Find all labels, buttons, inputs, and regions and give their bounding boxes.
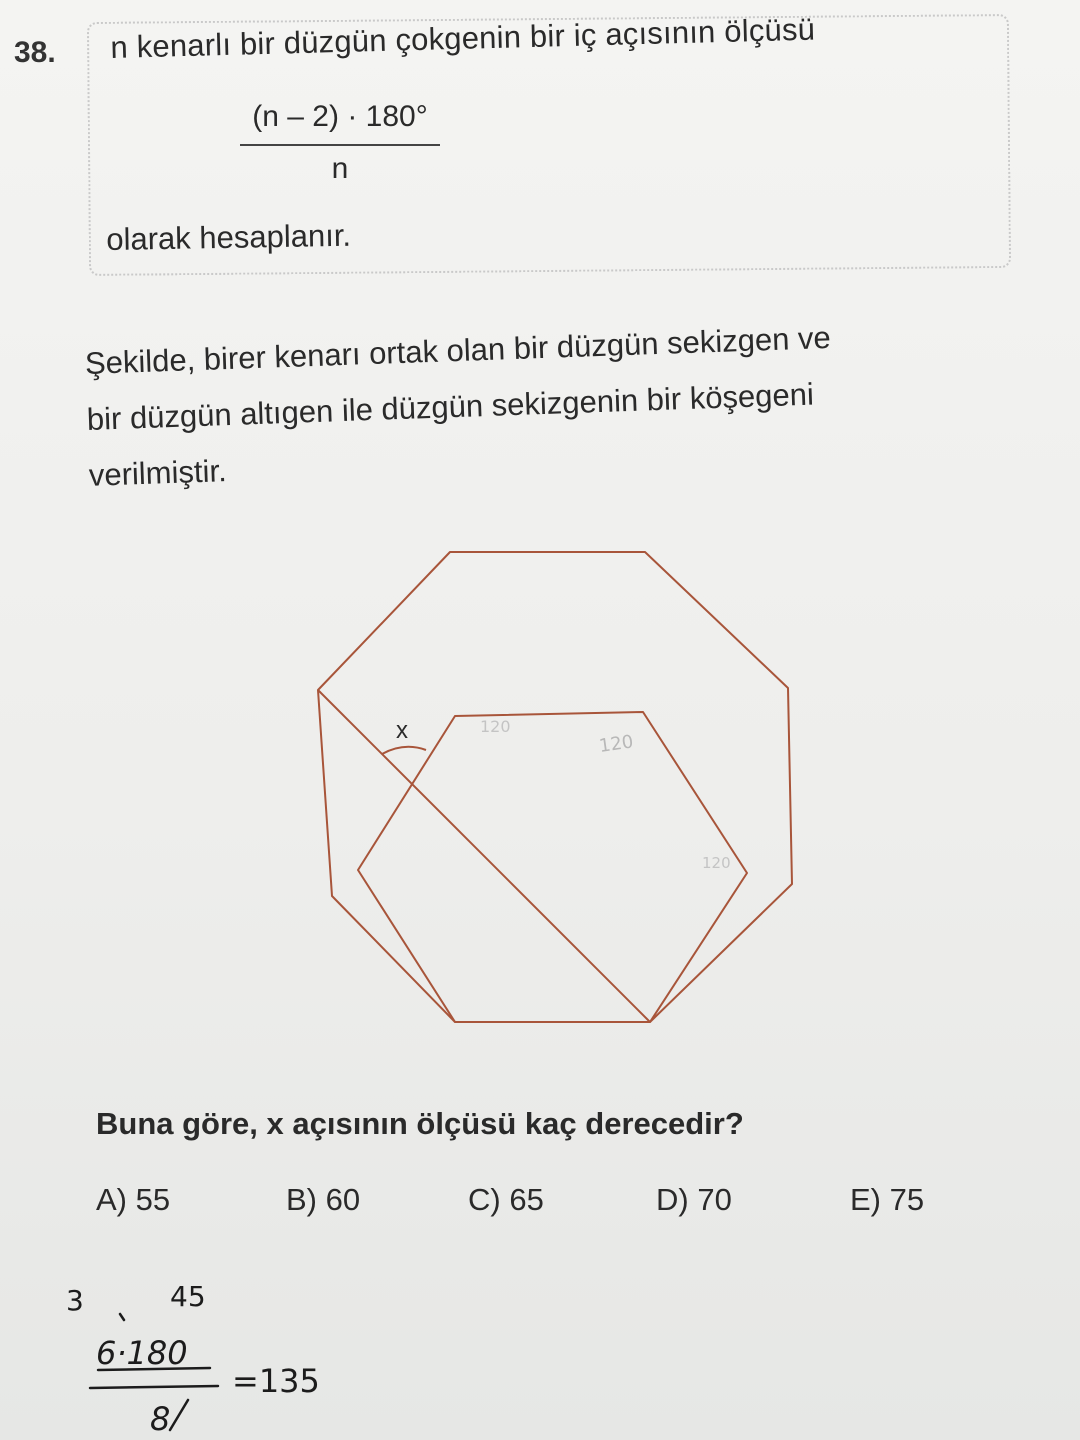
stem-line-1: Şekilde, birer kenarı ortak olan bir düzgün sekizgen ve — [84, 319, 832, 381]
hw-fraction-bar — [90, 1386, 218, 1388]
choice-a[interactable]: A) 55 — [96, 1182, 171, 1217]
hw-strike-top — [120, 1314, 124, 1320]
hw-result: =135 — [232, 1362, 320, 1400]
regular-hexagon — [358, 712, 747, 1022]
stem-line-3: verilmiştir. — [88, 453, 228, 493]
regular-octagon — [318, 552, 792, 1022]
formula-numerator: (n – 2) · 180° — [240, 100, 440, 146]
interior-angle-formula — [240, 100, 440, 186]
hw-numerator: 6·180 — [96, 1334, 188, 1372]
question-prompt: Buna göre, x açısının ölçüsü kaç derecedir? — [96, 1106, 744, 1141]
hw-top-right: 45 — [170, 1280, 206, 1313]
question-stem — [84, 305, 989, 504]
angle-x-arc — [382, 747, 426, 754]
hw-denominator: 8 — [150, 1400, 171, 1438]
info-text-line3: olarak hesaplanır. — [106, 217, 352, 257]
choice-b[interactable]: B) 60 — [286, 1182, 361, 1217]
handwritten-angle-note-2: 120 — [480, 717, 511, 736]
hw-strike-denominator — [170, 1400, 188, 1430]
question-number: 38. — [14, 36, 56, 69]
choice-c[interactable]: C) 65 — [468, 1182, 544, 1217]
answer-choices — [96, 1182, 996, 1226]
choice-d[interactable]: D) 70 — [656, 1182, 732, 1217]
geometry-figure — [300, 540, 820, 1040]
stem-line-2: bir düzgün altıgen ile düzgün sekizgenin bir köşegeni — [86, 376, 815, 437]
handwritten-angle-note-3: 120 — [702, 854, 731, 872]
choice-e[interactable]: E) 75 — [850, 1182, 925, 1217]
hw-top-left: 3 — [66, 1284, 84, 1317]
handwritten-angle-note-1: 120 — [597, 731, 635, 757]
angle-x-label: x — [396, 717, 408, 744]
formula-denominator: n — [331, 152, 349, 185]
handwritten-calculation — [60, 1270, 380, 1440]
info-text-line1: n kenarlı bir düzgün çokgenin bir iç açısının ölçüsü — [110, 11, 816, 65]
